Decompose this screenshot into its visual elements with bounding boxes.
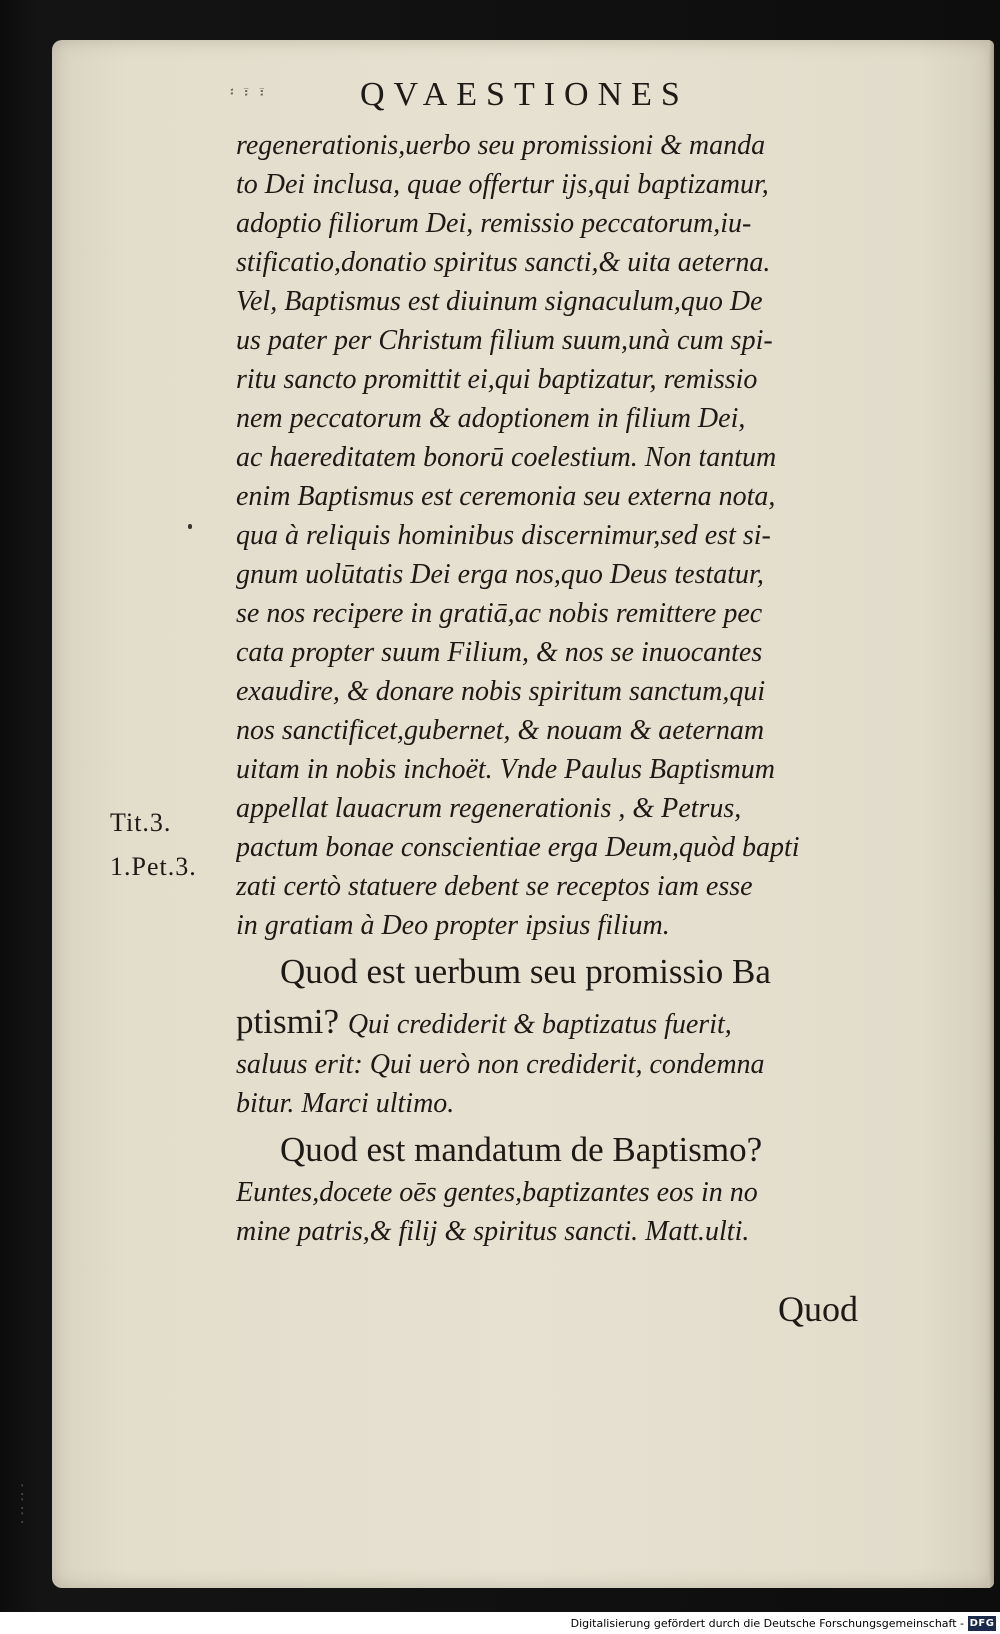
question-heading-text: Quod est uerbum seu promissio Ba [280, 952, 771, 991]
answer-line: saluus erit: Qui uerò non crediderit, condemna [236, 1049, 765, 1080]
question-heading-2 [236, 1127, 868, 1173]
text-line: in gratiam à Deo propter ipsius filium. [236, 910, 670, 941]
page-marks-bottom: ⁚ ⁚ ⁚ [20, 1483, 25, 1527]
text-line: regenerationis,uerbo seu promissioni & manda [236, 130, 766, 161]
answer-line: bitur. Marci ultimo. [236, 1088, 455, 1119]
answer-line: Euntes,docete oēs gentes,baptizantes eos in no [236, 1177, 758, 1208]
text-line: uitam in nobis inchoët. Vnde Paulus Baptismum [236, 754, 775, 785]
text-line: stificatio,donatio spiritus sancti,& uita aeterna. [236, 247, 771, 278]
text-line: adoptio filiorum Dei, remissio peccatorum,iu- [236, 208, 752, 239]
question-heading-text: Quod est mandatum de Baptismo? [280, 1130, 763, 1169]
text-line: zati certò statuere debent se receptos iam esse [236, 871, 753, 902]
text-line: appellat lauacrum regenerationis , & Petrus, [236, 793, 742, 824]
text-line: gnum uolūtatis Dei erga nos,quo Deus testatur, [236, 559, 764, 590]
text-line: enim Baptismus est ceremonia seu externa nota, [236, 481, 776, 512]
question-heading-1 [236, 949, 868, 995]
margin-note-pet: 1.Pet.3. [110, 852, 197, 881]
text-line: se nos recipere in gratiā,ac nobis remittere pec [236, 598, 763, 629]
text-line: nos sanctificet,gubernet, & nouam & aeternam [236, 715, 765, 746]
text-line: qua à reliquis hominibus discernimur,sed est si- [236, 520, 771, 551]
question-heading-1-continued [236, 999, 868, 1045]
main-text-block [236, 126, 868, 1251]
question-heading-text: ptismi? [236, 1002, 340, 1041]
running-head: QVAESTIONES [360, 76, 689, 113]
answer-line: mine patris,& filij & spiritus sancti. Matt.ulti. [236, 1216, 750, 1247]
text-line: exaudire, & donare nobis spiritum sanctum,qui [236, 676, 766, 707]
dfg-logo-icon: DFG [969, 1618, 995, 1629]
text-line: pactum bonae conscientiae erga Deum,quòd bapti [236, 832, 800, 863]
page-marks-top: ፡ ፣ ፣ [230, 82, 268, 101]
text-line: ac haereditatem bonorū coelestium. Non tantum [236, 442, 777, 473]
text-line: cata propter suum Filium, & nos se inuocantes [236, 637, 763, 668]
footer-bar [0, 1612, 1000, 1634]
text-line: to Dei inclusa, quae offertur ijs,qui baptizamur, [236, 169, 769, 200]
catchword: Quod [778, 1289, 858, 1329]
footer-credit: Digitalisierung gefördert durch die Deutsche Forschungsgemeinschaft - [570, 1617, 964, 1630]
text-line: ritu sancto promittit ei,qui baptizatur, remissio [236, 364, 758, 395]
answer-text: Qui crediderit & baptizatus fuerit, [347, 1009, 732, 1040]
margin-note-tit: Tit.3. [110, 808, 172, 837]
page-edge [988, 40, 994, 1588]
text-line: Vel, Baptismus est diuinum signaculum,quo De [236, 286, 763, 317]
text-line: us pater per Christum filium suum,unà cum spi- [236, 325, 773, 356]
text-line: nem peccatorum & adoptionem in filium Dei, [236, 403, 746, 434]
ink-spot [188, 524, 192, 529]
